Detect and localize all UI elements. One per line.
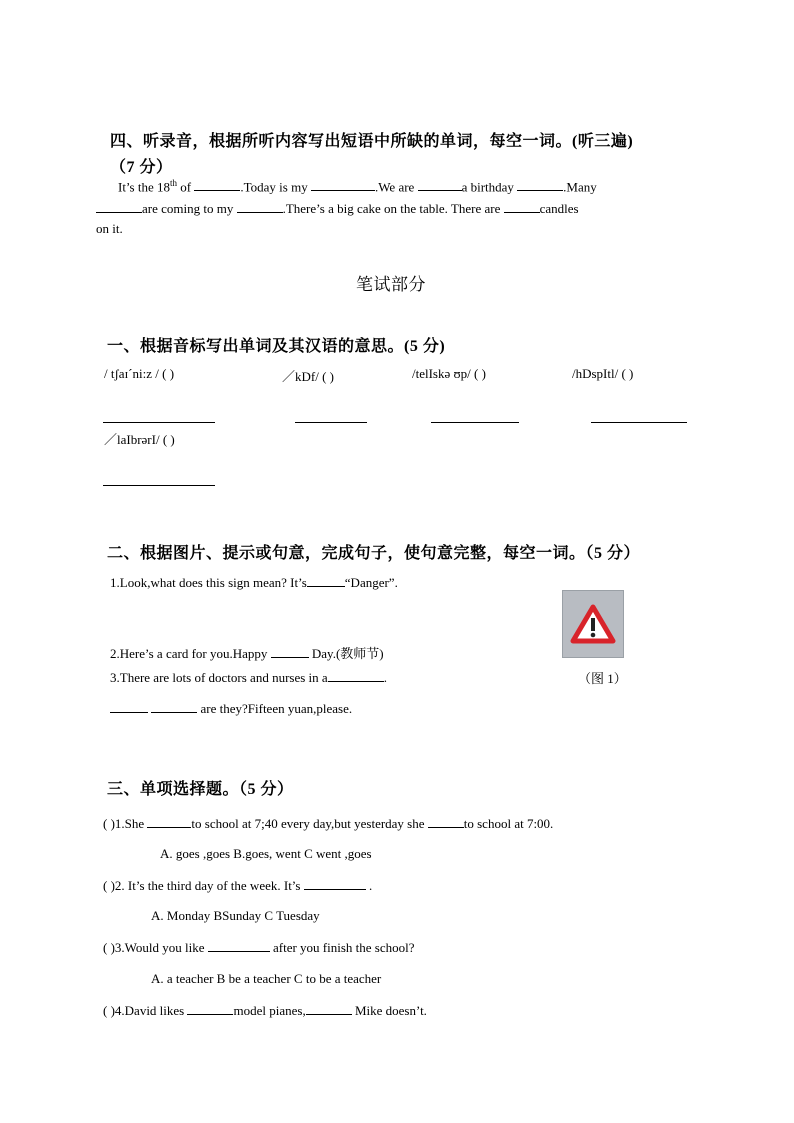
section4-heading: 四、听录音，根据所听内容写出短语中所缺的单词，每空一词。(听三遍) (110, 133, 634, 150)
written-part-title: 笔试部分 (356, 275, 426, 294)
s4-text: It’s the 18 (118, 179, 170, 195)
s2-text: 3.There are lots of doctors and nurses in a (110, 670, 328, 685)
blank[interactable] (306, 1002, 352, 1015)
s4-text: .We are (374, 179, 415, 195)
answer-line[interactable] (295, 422, 367, 423)
section4-line3: on it. (96, 221, 123, 236)
s3-q1 (103, 815, 553, 832)
figure-caption: （图 1） (578, 671, 627, 686)
blank[interactable] (504, 200, 540, 213)
section4-line1 (118, 178, 597, 195)
blank[interactable] (194, 178, 240, 191)
blank[interactable] (307, 574, 345, 587)
blank[interactable] (96, 200, 142, 213)
phonetic-2: ／kDf/ ( ) (282, 369, 334, 384)
s2-text: Day.(教师节) (311, 646, 384, 661)
s2-q4 (110, 700, 352, 717)
section1-heading: 一、根据音标写出单词及其汉语的意思。(5 分) (107, 338, 446, 355)
s4-sup: th (170, 178, 178, 188)
s4-text: a birthday (461, 179, 514, 195)
blank[interactable] (428, 815, 464, 828)
answer-line[interactable] (431, 422, 519, 423)
s3-text: to school at 7;40 every day,but yesterday she (191, 816, 425, 831)
phonetic-4: /hDspItl/ ( ) (572, 366, 634, 381)
blank[interactable] (237, 200, 283, 213)
blank[interactable] (187, 1002, 233, 1015)
s3-text: . (368, 878, 373, 893)
section3-heading: 三、单项选择题。（5 分） (107, 781, 294, 798)
phonetic-1: / tʃaɪˊni:z / ( ) (104, 366, 175, 381)
s2-text: 1.Look,what does this sign mean? It’s (110, 575, 307, 590)
blank[interactable] (151, 700, 197, 713)
answer-line[interactable] (103, 485, 215, 486)
section4-points: （7 分） (110, 159, 173, 176)
blank[interactable] (311, 178, 375, 191)
answer-line[interactable] (103, 422, 215, 423)
s2-q2 (110, 643, 384, 662)
s3-text: to school at 7:00. (463, 816, 554, 831)
s3-q2-options: A. Monday BSunday C Tuesday (151, 908, 320, 923)
phonetic-3: /telIskə ʊp/ ( ) (412, 366, 486, 381)
s4-text: candles (539, 201, 579, 216)
s4-text: of (180, 179, 192, 195)
s3-q2 (103, 877, 372, 894)
s2-text: . (383, 670, 387, 685)
blank[interactable] (147, 815, 191, 828)
s2-text: 2.Here’s a card for you.Happy (110, 646, 268, 661)
answer-line[interactable] (591, 422, 687, 423)
s3-q3 (103, 939, 415, 956)
s3-q4 (103, 1002, 427, 1019)
s2-text: are they?Fifteen yuan,please. (200, 701, 353, 716)
blank[interactable] (328, 669, 384, 682)
blank[interactable] (304, 877, 366, 890)
warning-icon (563, 591, 623, 657)
blank[interactable] (110, 700, 148, 713)
phonetic-5: ／laIbrərI/ ( ) (104, 432, 175, 447)
s2-q1 (110, 574, 398, 591)
s4-text: .Many (563, 179, 597, 195)
section2-heading: 二、根据图片、提示或句意，完成句子，使句意完整，每空一词。（5 分） (107, 545, 641, 562)
s3-text: ( )3.Would you like (103, 940, 205, 955)
s3-text: ( )2. It’s the third day of the week. It’s (103, 878, 301, 893)
blank[interactable] (418, 178, 462, 191)
s3-q3-options: A. a teacher B be a teacher C to be a teacher (151, 971, 382, 986)
s3-q1-options: A. goes ,goes B.goes, went C went ,goes (160, 846, 372, 861)
blank[interactable] (208, 939, 270, 952)
section4-line2 (96, 200, 579, 217)
blank[interactable] (517, 178, 563, 191)
s3-text: model pianes, (233, 1003, 306, 1018)
s4-text: are coming to my (142, 201, 234, 216)
danger-sign-image (562, 590, 624, 658)
s2-text: “Danger”. (344, 575, 398, 590)
s3-text: Mike doesn’t. (354, 1003, 427, 1018)
s2-q3 (110, 669, 387, 686)
s3-text: ( )4.David likes (103, 1003, 185, 1018)
s4-text: .Today is my (240, 179, 308, 195)
s3-text: ( )1.She (103, 816, 145, 831)
blank[interactable] (271, 645, 309, 658)
s4-text: .There’s a big cake on the table. There are (282, 201, 501, 216)
s3-text: after you finish the school? (273, 940, 415, 955)
